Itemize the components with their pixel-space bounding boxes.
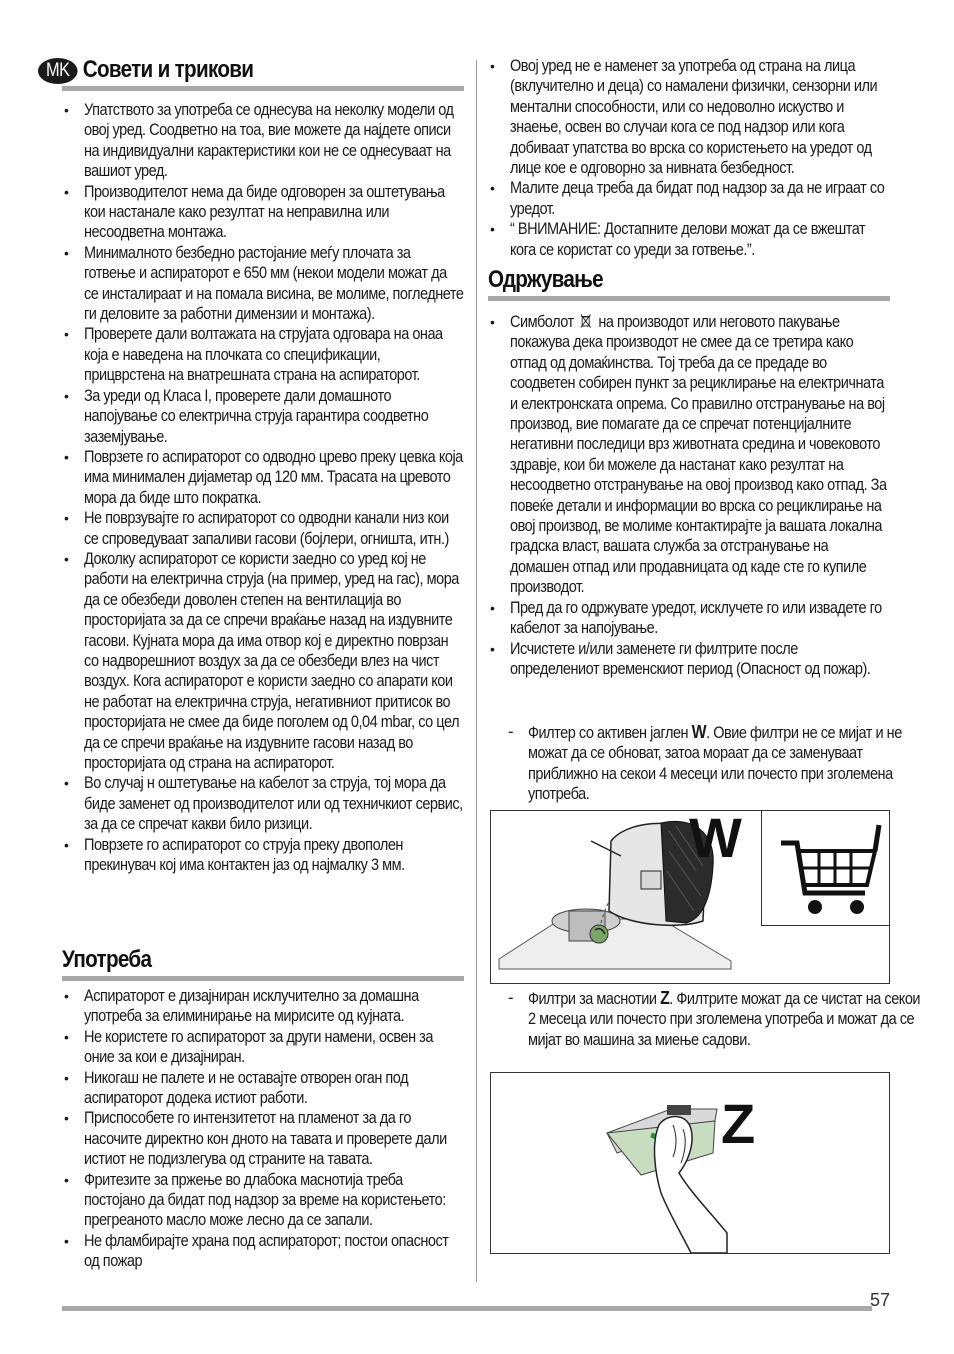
maintenance-heading-bar <box>488 296 890 301</box>
tips-item: • Не поврзувајте го аспираторот со одводни канали низ кои се спроведуваат запаливи гасови (бојлери, огништа, итн.) <box>62 508 464 549</box>
grease-filter-note: - Филтри за маснотии Z. Филтрите можат да се чистат на секои 2 месеца или почесто при зголемена употреба и можат да се мијат во машина за миење садови. <box>508 988 921 1049</box>
usage-item: • Не користете го аспираторот за други намени, освен за оние за кои е дизајниран. <box>62 1027 464 1068</box>
grease-filter-removal-illustration <box>491 1073 889 1253</box>
z-label: Z <box>721 1092 756 1155</box>
tips-item: • Минималното безбедно растојание меѓу плочата за готвење и аспираторот е 650 мм (некои модели можат да се инсталираат и на помала висина, ве молиме, погледнете ги деловите за работни димензии и монтажа). <box>62 243 464 325</box>
carbon-filter-note: - Филтер со активен јаглен W. Овие филтри не се мијат и не можат да се обноват, затоа мораат да се заменуваат приближно на секои 4 месеци или почесто при зголемена употреба. <box>508 722 902 804</box>
usage-item: • Аспираторот е дизајниран исклучително за домашна употреба за елиминирање на мирисите од кујната. <box>62 986 464 1027</box>
tips-section-header <box>38 56 464 91</box>
tips-item: • За уреди од Класа I, проверете дали домашното напојување со електрична струја гарантира соодветно заземјување. <box>62 386 464 447</box>
language-badge: MK <box>38 58 78 84</box>
carbon-filter-letter: W <box>691 722 707 742</box>
usage-item: • Фритезите за пржење во длабока маснотија треба постојано да бидат под надзор за време на користењето: прегреаното масло може лесно да се запали. <box>62 1170 464 1231</box>
usage-item: • Не фламбирајте храна под аспираторот; постои опасност од пожар <box>62 1231 464 1272</box>
usage-item: • Приспособете го интензитетот на пламенот за да го насочите директно кон дното на тавата и проверете дали истиот не подизлегува од страните на тавата. <box>62 1108 464 1169</box>
usage-heading-bar <box>62 976 464 981</box>
usage-item: • Малите деца треба да бидат под надзор за да не играат со уредот. <box>488 178 890 219</box>
tips-list <box>62 100 464 875</box>
usage-continued-list <box>488 56 890 260</box>
grease-filter-figure <box>490 1072 890 1254</box>
grease-filter-letter: Z <box>660 988 670 1008</box>
grease-filter-text-start: Филтри за маснотии <box>528 990 657 1008</box>
carbon-filter-text-start: Филтер со активен јаглен <box>528 724 689 742</box>
tips-item: • Доколку аспираторот се користи заедно со уред кој не работи на електрична струја (на пример, уред на гас), мора да се обезбеди доволен степен на вентилација во просторијата за да се спречи враќање назад на издувните гасови. Кујната мора да има отвор кој е директно поврзан со надворешниот воздух за да се обезбеди влез на чист воздух. Кога аспираторот е користи заедно со апарати кои не работат на електрична струја, негативниот притисок во просторијата не смее да биде поголем од 0,04 mbar, со цел да се спречи враќање на издувните гасови назад во просторијата од страна на аспираторот. <box>62 549 464 773</box>
maintenance-title: Одржување <box>488 266 603 293</box>
tips-item: • Во случај н оштетување на кабелот за струја, тој мора да биде заменет од производителот или од техничкиот сервис, за да се спречат какви било ризици. <box>62 773 464 834</box>
tips-title: Совети и трикови <box>82 56 254 83</box>
weee-text-start: Симболот <box>510 313 574 331</box>
grease-filter-text-rest: . Филтрите можат да се чистат на секои 2 месеца или почесто при зголемена употреба и можат да се мијат во машина за миење садови. <box>528 990 921 1049</box>
figure-divider-h <box>761 925 889 926</box>
maintenance-item: • Пред да го одржувате уредот, исклучете го или извадете го кабелот за напојување. <box>488 598 890 639</box>
usage-list <box>62 986 464 1272</box>
page-number: 57 <box>869 1290 890 1310</box>
crossed-bin-icon <box>581 314 592 328</box>
weee-text-rest: на производот или неговото пакување покажува дека производот не смее да се третира како отпад од домаќинства. Тој треба да се предаде во соодветен собирен пункт за рециклирање на електричната и електронската опрема. Со правилно отстранување на вој производ, вие помагате да се спречат потенцијалните негативни последици врз животната средина и човековото здравје, кои би можеле да настанат како резултат на несоодветно отстранување на овој производ како отпад. За повеќе детали и информации во врска со рециклирање на овој производ, ве молиме контактирајте ја вашата локална градска власт, вашата служба за отстранување на домашен отпад или продавницата од каде сте го купиле производот. <box>510 313 887 597</box>
carbon-filter-text-rest: . Овие филтри не се мијат и не можат да се обноват, затоа мораат да се заменуваат приближно на секои 4 месеци или почесто при зголемена употреба. <box>528 724 902 804</box>
maintenance-item: • Исчистете и/или заменете ги филтрите после определениот временскиот период (Опасност од пожар). <box>488 639 890 680</box>
maintenance-item-weee <box>488 312 890 598</box>
usage-item: • Овој уред не е наменет за употреба од страна на лица (вклучително и деца) со намалени физички, сензорни или ментални способности, или со недоволно искуство и знаење, освен во случаи кога се под надзор или кога добиваат упатства во врска со користењето на уредот од лице кое е одговорно за нивната безбедност. <box>488 56 890 178</box>
maintenance-list <box>488 312 890 679</box>
carbon-filter-figure <box>490 806 890 984</box>
usage-item: • Никогаш не палете и не оставајте отворен оган под аспираторот додека истиот работи. <box>62 1068 464 1109</box>
tips-item: • Упатството за употреба се однесува на неколку модели од овој уред. Соодветно на тоа, вие можете да најдете описи на индивидуални карактеристики кои не се однесуваат на вашиот уред. <box>62 100 464 182</box>
usage-title: Употреба <box>62 946 152 973</box>
tips-item: • Поврзете го аспираторот со одводно црево преку цевка која има минимален дијаметар од 120 мм. Трасата на цревото мора да биде што пократка. <box>62 447 464 508</box>
tips-item: • Проверете дали волтажата на струјата одговара на онаа која е наведена на плочката со спецификации, прицврстена на внатрешната страна на аспираторот. <box>62 324 464 385</box>
tips-heading <box>38 56 404 84</box>
w-label: W <box>689 806 742 869</box>
shopping-cart-icon <box>775 815 885 920</box>
tips-heading-bar <box>62 86 464 91</box>
footer-bar <box>62 1306 872 1311</box>
figure-divider <box>761 811 762 925</box>
tips-item: • Производителот нема да биде одговорен за оштетувања кои настанале како резултат на неправилна или несоодветна монтажа. <box>62 182 464 243</box>
usage-item: • “ ВНИМАНИЕ: Достапните делови можат да се вжештат кога се користат со уреди за готвење.”. <box>488 219 890 260</box>
tips-item: • Поврзете го аспираторот со струја преку двополен прекинувач кој има контактен јаз од најмалку 3 мм. <box>62 835 464 876</box>
maintenance-section-header <box>488 266 890 301</box>
usage-section-header <box>62 946 464 981</box>
column-divider <box>476 60 477 1282</box>
